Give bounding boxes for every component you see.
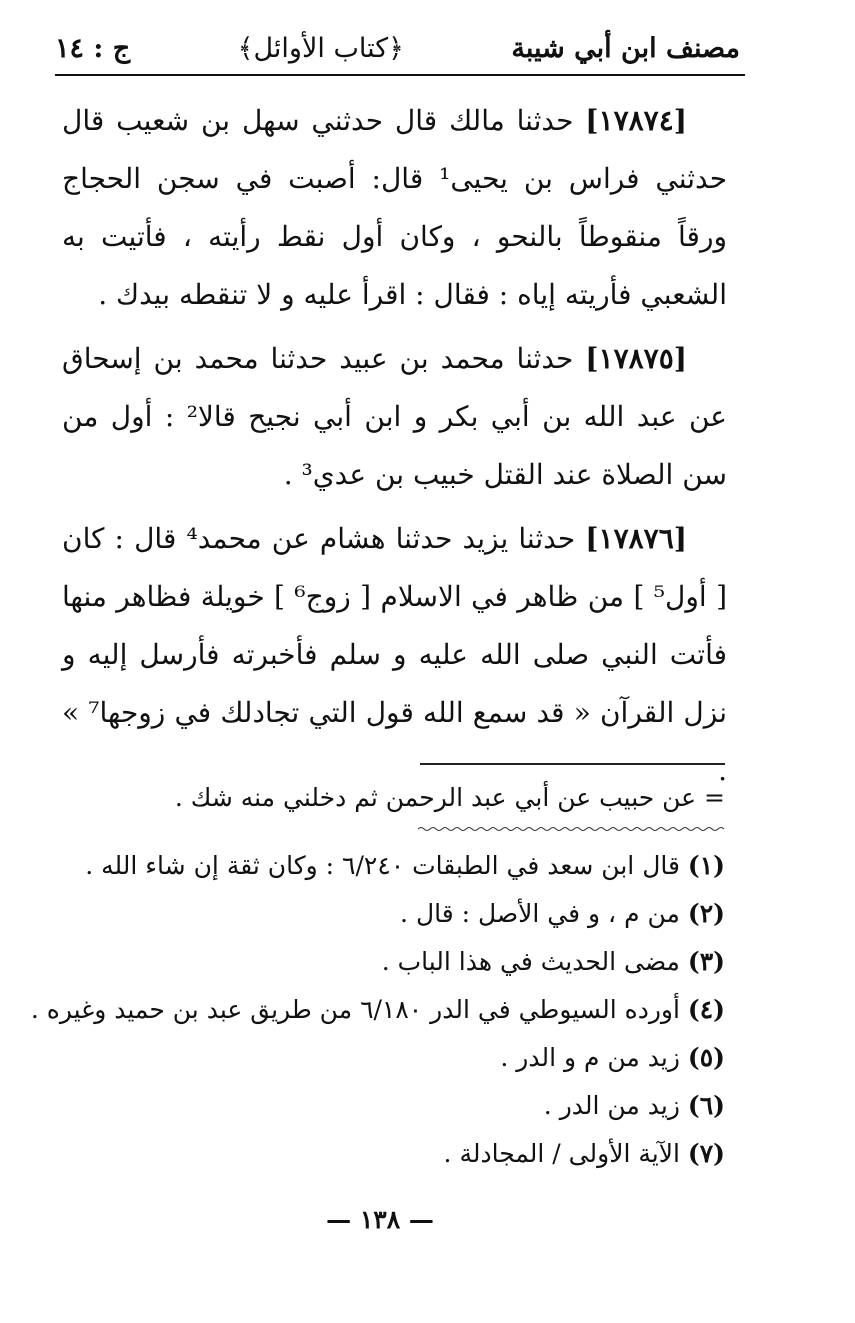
volume-label: ج : ١٤ [55, 32, 131, 64]
footnote-5: (٥) زيد من م و الدر . [500, 1043, 725, 1072]
hadith-number: [١٧٨٧٤] [585, 104, 687, 137]
hadith-17874 [62, 92, 727, 324]
footnote-3: (٣) مضى الحديث في هذا الباب . [381, 947, 725, 976]
footnote-2: (٢) من م ، و في الأصل : قال . [400, 899, 725, 928]
note-continuation: = عن حبيب عن أبي عبد الرحمن ثم دخلني منه شك . [174, 783, 725, 812]
header-rule [55, 74, 745, 76]
book-title: مصنف ابن أبي شيبة [511, 32, 740, 64]
wavy-divider [418, 826, 725, 832]
main-text [62, 92, 727, 806]
hadith-17875 [62, 330, 727, 504]
footnotes [30, 842, 725, 1178]
hadith-number: [١٧٨٧٥] [585, 342, 687, 375]
hadith-17876 [62, 510, 727, 800]
footnote-6: (٦) زيد من الدر . [543, 1091, 725, 1120]
footnote-separator [420, 763, 725, 765]
hadith-text: حدثنا يزيد حدثنا هشام عن محمد⁴ قال : كان [ أول⁵ ] من ظاهر في الاسلام [ زوج⁶ ] خويلة فظاهر منها فأتت النبي صلى الله عليه و سلم فأخبرته فأرسل إليه و نزل القرآن « قد سمع الله قول التي تجادلك في زوجها⁷ » . [62, 522, 728, 787]
footnote-1: (١) قال ابن سعد في الطبقات ٦/٢٤٠ : وكان ثقة إن شاء الله . [85, 851, 725, 880]
hadith-text: حدثنا مالك قال حدثني سهل بن شعيب قال حدثني فراس بن يحيى¹ قال: أصبت في سجن الحجاج ورقاً منقوطاً بالنحو ، وكان أول نقط رأيته ، فأتيت به الشعبي فأريته إياه : فقال : اقرأ عليه و لا تنقطه بيدك . [62, 104, 727, 311]
page-number: — ١٣٨ — [326, 1205, 434, 1234]
footnote-4: (٤) أورده السيوطي في الدر ٦/١٨٠ من طريق عبد بن حميد وغيره . [30, 995, 725, 1024]
hadith-number: [١٧٨٧٦] [585, 522, 687, 555]
page-header [55, 24, 740, 72]
hadith-text: حدثنا محمد بن عبيد حدثنا محمد بن إسحاق عن عبد الله بن أبي بكر و ابن أبي نجيح قالا² : أول من سن الصلاة عند القتل خبيب بن عدي³ . [62, 342, 727, 491]
chapter-title: ﴿كتاب الأوائل﴾ [237, 32, 404, 64]
footnote-7: (٧) الآية الأولى / المجادلة . [443, 1139, 725, 1168]
